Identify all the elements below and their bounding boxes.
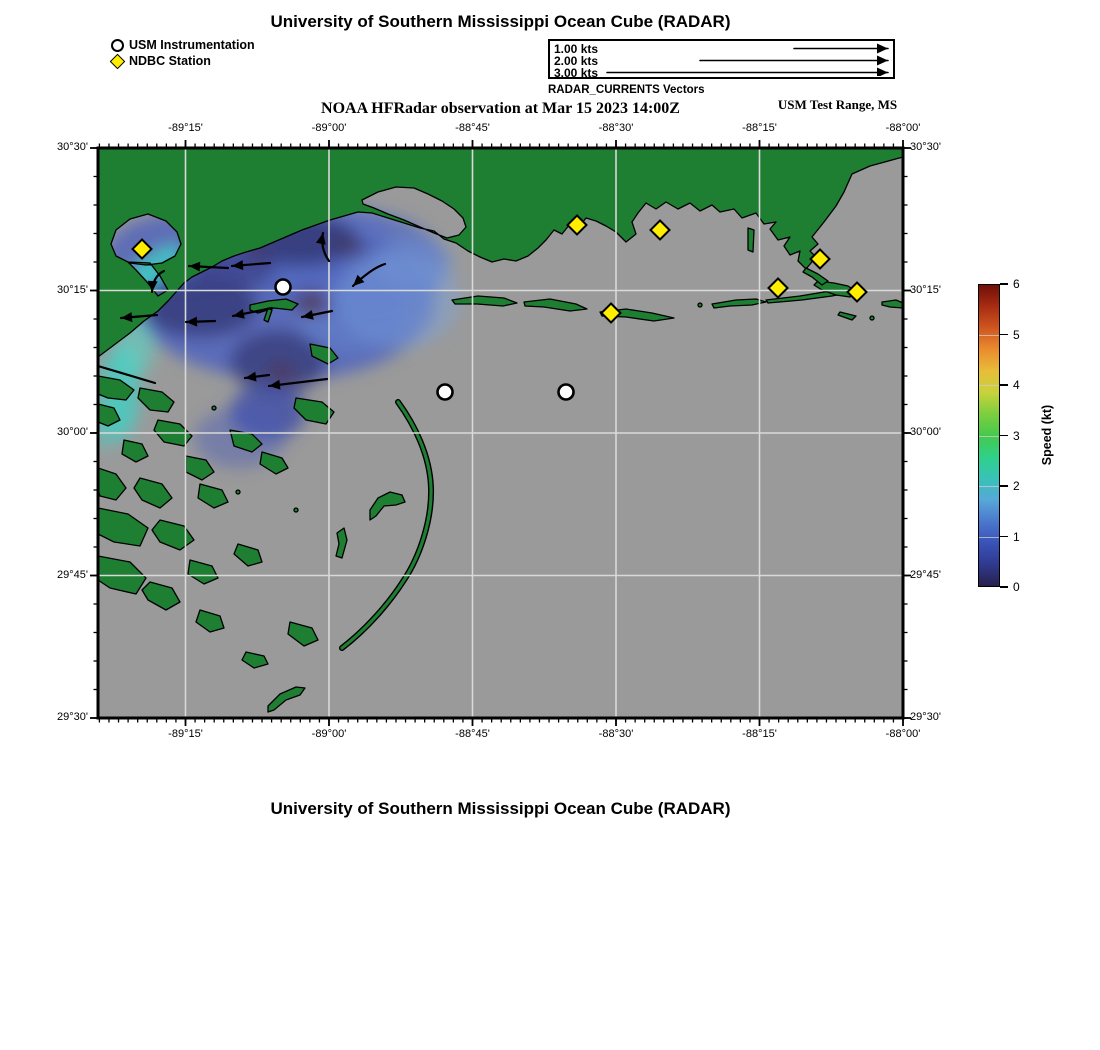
colorbar-tick-label: 5: [1013, 327, 1020, 342]
y-tick-label-left: 30°00': [57, 426, 88, 438]
x-tick-label-top: -88°00': [885, 122, 921, 134]
colorbar-tick-label: 1: [1013, 529, 1020, 544]
x-tick-label-bottom: -89°15': [168, 728, 203, 740]
y-tick-label-right: 30°00': [910, 426, 941, 438]
y-tick-label-right: 29°45': [910, 568, 941, 581]
x-tick-label-top: -88°15': [742, 122, 777, 134]
usm-instrumentation-marker: [438, 385, 453, 400]
y-tick-label-left: 29°45': [57, 568, 88, 581]
ndbc-diamond-icon: [110, 53, 126, 69]
colorbar-tick: [1000, 485, 1008, 487]
colorbar-tick: [1000, 283, 1008, 285]
scale-arrows: [550, 41, 892, 76]
x-tick-label-top: -88°45': [455, 122, 490, 134]
legend-usm-label: USM Instrumentation: [129, 38, 255, 52]
x-tick-label-bottom: -88°00': [885, 728, 921, 740]
colorbar-gridline: [979, 335, 999, 336]
colorbar-tick: [1000, 334, 1008, 336]
colorbar-tick: [1000, 435, 1008, 437]
legend-row-usm: [111, 37, 255, 53]
y-tick-label-right: 29°30': [910, 711, 941, 723]
colorbar-tick-label: 0: [1013, 580, 1020, 594]
colorbar-gridline: [979, 436, 999, 437]
colorbar-gridline: [979, 537, 999, 538]
legend-ndbc-label: NDBC Station: [129, 54, 211, 68]
y-tick-label-right: 30°30': [910, 141, 941, 153]
vector-scale-box: [548, 39, 895, 79]
x-tick-label-bottom: -88°45': [455, 728, 490, 740]
x-tick-label-bottom: -89°00': [311, 728, 347, 740]
colorbar-tick-label: 4: [1013, 378, 1020, 392]
x-tick-label-top: -88°30': [598, 122, 634, 134]
x-tick-label-top: -89°00': [311, 122, 347, 134]
scale-row-2-label: 2.00 kts: [554, 53, 599, 68]
colorbar-tick: [1000, 586, 1008, 588]
colorbar-tick-label: 3: [1013, 428, 1020, 443]
colorbar-tick-label: 6: [1013, 277, 1020, 291]
colorbar-tick: [1000, 384, 1008, 386]
y-tick-label-left: 30°15': [57, 283, 88, 296]
y-tick-label-left: 30°30': [57, 141, 88, 153]
colorbar-label: Speed (kt): [1040, 404, 1054, 466]
colorbar-tick-label: 2: [1013, 479, 1020, 493]
x-tick-label-bottom: -88°30': [598, 728, 634, 740]
footer-title: University of Southern Mississippi Ocean Cube (RADAR): [270, 799, 731, 818]
legend-row-ndbc: [111, 53, 255, 69]
x-tick-label-top: -89°15': [168, 122, 203, 134]
observation-subtitle: NOAA HFRadar observation at Mar 15 2023 14:00Z: [321, 100, 680, 117]
page-title: University of Southern Mississippi Ocean Cube (RADAR): [270, 12, 731, 31]
colorbar-gridline: [979, 486, 999, 487]
usm-instrumentation-marker: [276, 280, 291, 295]
vector-scale-caption: RADAR_CURRENTS Vectors: [548, 84, 705, 96]
symbol-legend: [111, 37, 255, 69]
y-tick-label-right: 30°15': [910, 283, 941, 296]
x-tick-label-bottom: -88°15': [742, 728, 777, 740]
scale-row-1-label: 1.00 kts: [554, 41, 599, 56]
y-tick-label-left: 29°30': [57, 711, 88, 723]
colorbar-gridline: [979, 385, 999, 386]
test-range-label: USM Test Range, MS: [777, 97, 898, 112]
usm-circle-icon: [111, 39, 124, 52]
colorbar-tick: [1000, 536, 1008, 538]
scale-row-3-label: 3.00 kts: [554, 65, 599, 80]
usm-instrumentation-marker: [559, 385, 574, 400]
map-canvas: [98, 148, 903, 718]
